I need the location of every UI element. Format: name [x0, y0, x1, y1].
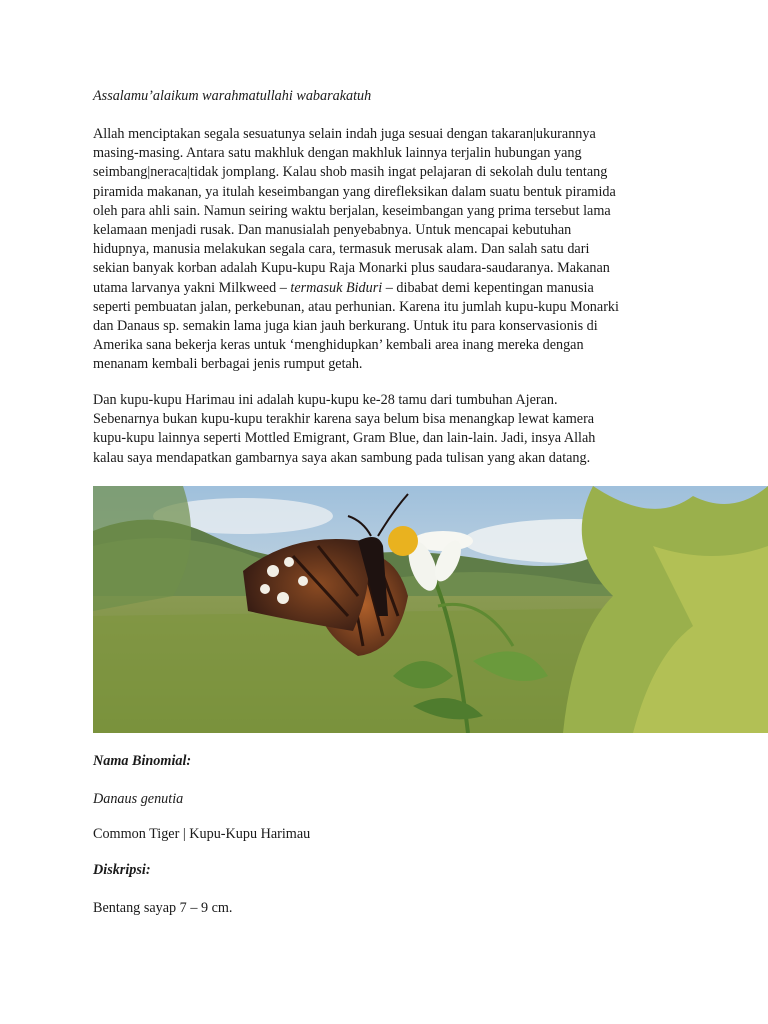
paragraph-line: Allah menciptakan segala sesuatunya selain indah juga sesuai dengan takaran|ukurannya [93, 126, 596, 142]
wingspan-text: Bentang sayap 7 – 9 cm. [93, 900, 233, 916]
greeting: Assalamu’alaikum warahmatullahi wabarakatuh [93, 88, 372, 104]
paragraph-line: hidupnya, manusia melakukan segala cara, termasuk merusak alam. Dan salah satu dari [93, 241, 590, 258]
paragraph-line: seperti pembuatan jalan, perkebunan, atau perhunian. Karena itu jumlah kupu-kupu Monarki [93, 298, 619, 315]
paragraph-line [93, 279, 619, 298]
paragraph-line: kelamaan menjadi rusak. Dan manusialah penyebabnya. Untuk mencapai kebutuhan [93, 222, 572, 239]
paragraph-line: Amerika sana bekerja keras untuk ‘menghidupkan’ kembali area inang mereka dengan [93, 337, 584, 354]
paragraph-line: Sebenarnya bukan kupu-kupu terakhir karena saya belum bisa menangkap lewat kamera [93, 411, 595, 428]
binomial-heading: Nama Binomial: [93, 753, 192, 769]
line-text: utama larvanya yakni Milkweed – [93, 279, 291, 296]
paragraph-line: Dan kupu-kupu Harimau ini adalah kupu-kupu ke-28 tamu dari tumbuhan Ajeran. [93, 392, 558, 408]
paragraph-line: kupu-kupu lainnya seperti Mottled Emigrant, Gram Blue, dan lain-lain. Jadi, insya Allah [93, 430, 596, 447]
paragraph-line: kalau saya mendapatkan gambarnya saya akan sambung pada tulisan yang akan datang. [93, 449, 591, 466]
paragraph-harimau [93, 391, 595, 468]
description-heading: Diskripsi: [93, 862, 151, 878]
paragraph-line: seimbang|neraca|tidak jomplang. Kalau shob masih ingat pelajaran di sekolah dulu tentang [93, 164, 608, 181]
italic-plant-name: termasuk Biduri [290, 279, 383, 296]
line-text: – dibabat demi kepentingan manusia [382, 279, 594, 296]
paragraph-line: piramida makanan, ya itulah keseimbangan yang direfleksikan dalam suatu bentuk piramida [93, 183, 616, 200]
common-name: Common Tiger | Kupu-Kupu Harimau [93, 826, 311, 842]
paragraph-line: masing-masing. Antara satu makhluk dengan makhluk lainnya terjalin hubungan yang [93, 145, 582, 162]
paragraph-line: sekian banyak korban adalah Kupu-kupu Raja Monarki plus saudara-saudaranya. Makanan [93, 260, 610, 277]
paragraph-line: dan Danaus sp. semakin lama juga kian jauh berkurang. Untuk itu para konservasionis di [93, 318, 598, 335]
paragraph-line: menanam kembali berbagai jenis rumput getah. [93, 356, 363, 373]
butterfly-photo [93, 486, 768, 733]
paragraph-intro [93, 125, 619, 375]
binomial-name: Danaus genutia [93, 791, 184, 807]
paragraph-line: oleh para ahli sain. Namun seiring waktu berjalan, keseimbangan yang prima tersebut lama [93, 202, 611, 219]
